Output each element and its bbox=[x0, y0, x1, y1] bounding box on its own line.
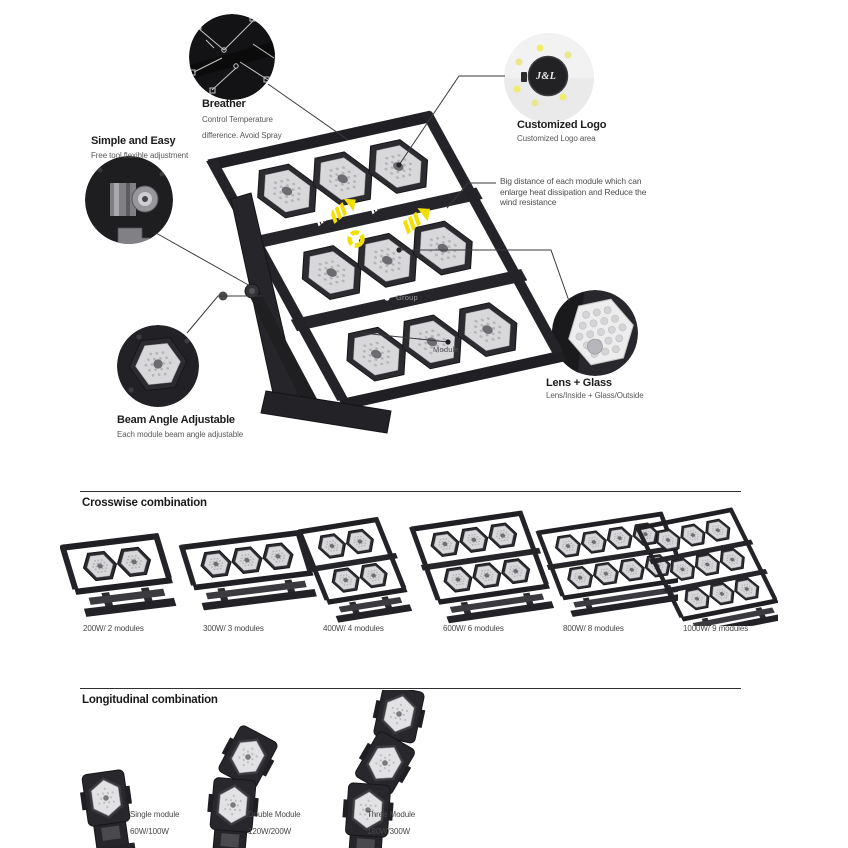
crosswise-section-title: Crosswise combination bbox=[82, 497, 207, 509]
longitudinal-product-image bbox=[185, 700, 305, 848]
customized-logo-title: Customized Logo bbox=[517, 119, 607, 131]
longitudinal-section-title: Longitudinal combination bbox=[82, 694, 218, 706]
crosswise-product-image bbox=[628, 494, 778, 626]
crosswise-product-label: 600W/ 6 modules bbox=[443, 624, 504, 633]
longitudinal-product-wattage: 120W/200W bbox=[248, 827, 292, 836]
lens-glass-title: Lens + Glass bbox=[546, 377, 612, 389]
breather-detail-photo bbox=[186, 14, 278, 100]
customized-logo-desc: Customized Logo area bbox=[517, 134, 596, 143]
crosswise-product-label: 400W/ 4 modules bbox=[323, 624, 384, 633]
breather-title: Breather bbox=[202, 98, 246, 110]
crosswise-product-label: 1000W/ 9 modules bbox=[683, 624, 749, 633]
simple-easy-detail-photo bbox=[85, 156, 173, 250]
beam-angle-desc: Each module beam angle adjustable bbox=[117, 430, 244, 439]
group-callout-label: Group bbox=[396, 293, 418, 302]
big-distance-line1: Big distance of each module which can bbox=[500, 176, 642, 186]
big-distance-line3: wind resistance bbox=[500, 197, 557, 207]
simple-easy-desc: Free tool flexible adjustment bbox=[91, 151, 189, 160]
longitudinal-product-label: Single module bbox=[130, 810, 180, 819]
breather-desc-line2: difference. Avoid Spray bbox=[202, 131, 282, 140]
lens-glass-desc: Lens/Inside + Glass/Outside bbox=[546, 391, 644, 400]
breather-desc-line1: Control Temperature bbox=[202, 115, 273, 124]
section-divider bbox=[80, 688, 741, 689]
longitudinal-product-wattage: 60W/100W bbox=[130, 827, 169, 836]
jl-logo-badge: J&L bbox=[536, 71, 557, 82]
longitudinal-product-label: Three Module bbox=[367, 810, 416, 819]
section-divider bbox=[80, 491, 741, 492]
beam-angle-title: Beam Angle Adjustable bbox=[117, 414, 235, 426]
longitudinal-product-wattage: 180W/300W bbox=[367, 827, 411, 836]
crosswise-product-label: 800W/ 8 modules bbox=[563, 624, 624, 633]
longitudinal-product-label: Double Module bbox=[248, 810, 301, 819]
simple-easy-title: Simple and Easy bbox=[91, 135, 176, 147]
big-distance-line2: enlarge heat dissipation and Reduce the bbox=[500, 186, 647, 197]
big-distance-note bbox=[500, 176, 646, 208]
longitudinal-product-image bbox=[318, 690, 438, 848]
crosswise-product-label: 300W/ 3 modules bbox=[203, 624, 264, 633]
lens-glass-detail-photo bbox=[550, 290, 640, 376]
crosswise-product-label: 200W/ 2 modules bbox=[83, 624, 144, 633]
module-callout-label: Module bbox=[433, 345, 459, 354]
beam-angle-detail-photo bbox=[117, 325, 199, 407]
